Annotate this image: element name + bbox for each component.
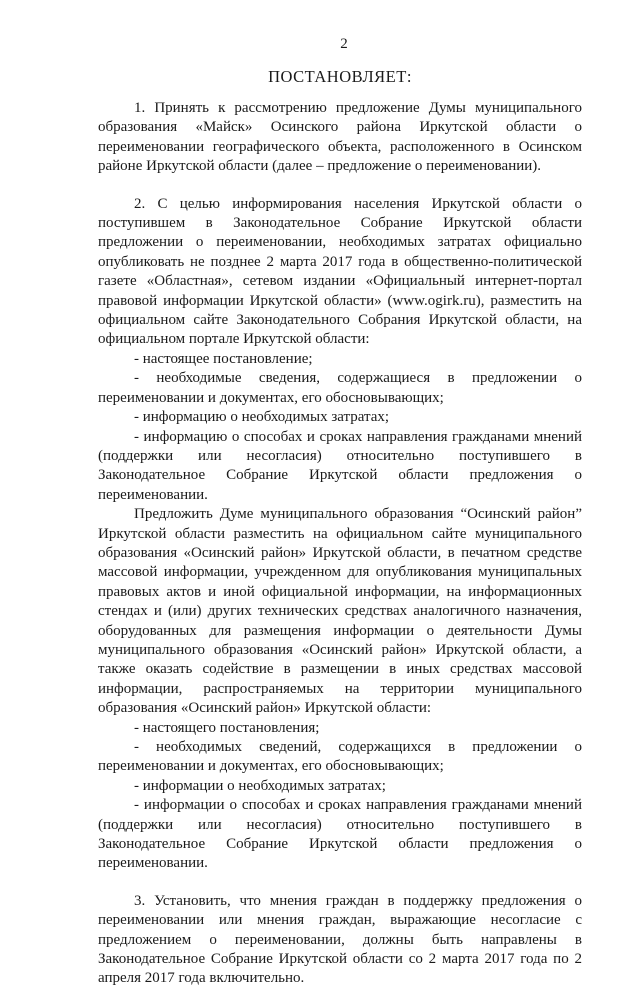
list-1-item: - настоящее постановление; bbox=[134, 350, 313, 367]
resolution-heading: ПОСТАНОВЛЯЕТ: bbox=[268, 67, 412, 86]
list-2-item: - необходимых сведений, содержащихся в предложении о переименовании и документах, его обосновывающих; bbox=[98, 739, 582, 775]
paragraph-4: 3. Установить, что мнения граждан в поддержку предложения о переименовании или мнения граждан, выражающие несогласие с предложением о переименовании, должны быть направлены в Законодательное Собрание Иркутской области со 2 марта 2017 года по 2 апреля 2017 года включительно. bbox=[98, 892, 582, 987]
list-2-item: - информации о необходимых затратах; bbox=[134, 777, 386, 794]
list-1-item: - информацию о необходимых затратах; bbox=[134, 409, 390, 426]
paragraph-3: Предложить Думе муниципального образования “Осинский район” Иркутской области разместить на официальном сайте муниципального образования «Осинский район» Иркутской области, в печатном средстве массовой информации, учрежденном для опубликования муниципальных правовых актов и иной официальной информации, на информационных стендах и (или) других технических средствах аналогичного назначения, оборудованных для размещения информации о деятельности Думы муниципального образования «Осинский район» Иркутской области, а также оказать содействие в размещении в иных средствах массовой информации, распространяемых на территории муниципального образования «Осинский район» Иркутской области: bbox=[98, 506, 582, 717]
page-number: 2 bbox=[340, 36, 348, 52]
paragraph-gap bbox=[98, 177, 582, 195]
list-1-item: - информацию о способах и сроках направления гражданами мнений (поддержки или несогласия) относительно поступившего в Законодательное Собрание Иркутской области предложения о переименовании. bbox=[98, 428, 582, 503]
paragraph-1: 1. Принять к рассмотрению предложение Думы муниципального образования «Майск» Осинского района Иркутской области о переименовании географического объекта, расположенного в Осинском районе Иркутской области (далее – предложение о переименовании). bbox=[98, 100, 582, 175]
paragraph-gap bbox=[98, 874, 582, 892]
list-1-item: - необходимые сведения, содержащиеся в предложении о переименовании и документах, его обосновывающих; bbox=[98, 370, 582, 406]
paragraph-2: 2. С целью информирования населения Иркутской области о поступившем в Законодательное Собрание Иркутской области предложении о переименовании, необходимых затратах официально опубликовать не позднее 2 марта 2017 года в общественно-политической газете «Областная», сетевом издании «Официальный интернет-портал правовой информации Иркутской области» (www.ogirk.ru), разместить на официальном сайте Законодательного Собрания Иркутской области, на официальном портале Иркутской области: bbox=[98, 195, 582, 348]
list-2-item: - информации о способах и сроках направления гражданами мнений (поддержки или несогласия) относительно поступившего в Законодательное Собрание Иркутской области предложения о переименовании. bbox=[98, 797, 582, 872]
list-2-item: - настоящего постановления; bbox=[134, 719, 320, 736]
